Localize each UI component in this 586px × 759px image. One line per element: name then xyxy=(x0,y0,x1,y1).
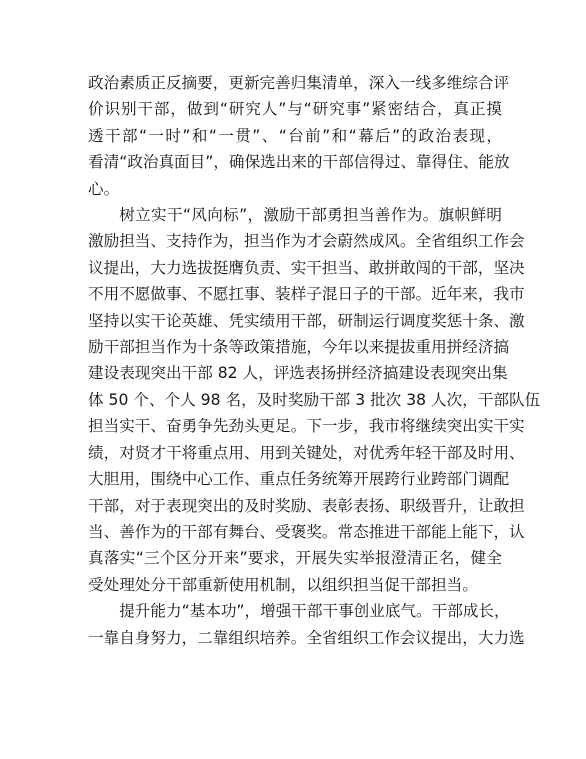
paragraph-1 xyxy=(88,70,510,202)
text-line: 一靠自身努力，二靠组织培养。全省组织工作会议提出，大力选 xyxy=(88,628,525,647)
text-line: 看清“政治真面目”，确保选出来的干部信得过、靠得住、能放 xyxy=(88,153,510,172)
text-line: 提升能力“基本功”，增强干部干事创业底气。干部成长， xyxy=(119,602,510,621)
text-line: 当、善作为的干部有舞台、受褒奖。常态推进干部能上能下，认 xyxy=(88,522,525,541)
text-line: 真落实“三个区分开来”要求，开展失实举报澄清正名，健全 xyxy=(88,549,502,568)
text-line: 建设表现突出干部 82 人，评选表扬拼经济搞建设表现突出集 xyxy=(88,364,508,383)
document-body xyxy=(88,70,541,651)
text-line: 政治素质正反摘要，更新完善归集清单，深入一线多维综合评 xyxy=(88,74,510,92)
text-line: 透干部“一时”和“一贯”、“台前”和“幕后”的政治表现， xyxy=(88,126,502,145)
paragraph-2 xyxy=(88,202,541,598)
text-line: 绩，对贤才干将重点用、用到关键处，对优秀年轻干部及时用、 xyxy=(88,443,525,462)
text-line: 大胆用，围绕中心工作、重点任务统筹开展跨行业跨部门调配 xyxy=(88,470,510,489)
paragraph-3 xyxy=(88,598,525,651)
text-line: 受处理处分干部重新使用机制，以组织担当促干部担当。 xyxy=(88,575,478,594)
text-line: 坚持以实干论英雄、凭实绩用干部，研制运行调度奖惩十条、激 xyxy=(88,311,525,330)
text-line: 励干部担当作为十条等政策措施，今年以来提拔重用拼经济搞 xyxy=(88,338,510,357)
text-line: 体 50 个、个人 98 名，及时奖励干部 3 批次 38 人次，干部队伍 xyxy=(88,390,541,409)
text-line: 议提出，大力选拔挺膺负责、实干担当、敢拼敢闯的干部，坚决 xyxy=(88,258,525,277)
text-line: 激励担当、支持作为，担当作为才会蔚然成风。全省组织工作会 xyxy=(88,232,525,251)
text-line: 担当实干、奋勇争先劲头更足。下一步，我市将继续突出实干实 xyxy=(88,417,525,436)
text-line: 干部，对于表现突出的及时奖励、表彰表扬、职级晋升，让敢担 xyxy=(88,496,525,515)
text-line: 树立实干“风向标”，激励干部勇担当善作为。旗帜鲜明 xyxy=(119,206,502,225)
text-line: 不用不愿做事、不愿扛事、装样子混日子的干部。近年来，我市 xyxy=(88,285,525,304)
text-line: 价识别干部，做到“研究人”与“研究事”紧密结合，真正摸 xyxy=(88,100,502,119)
text-line: 心。 xyxy=(88,179,120,198)
